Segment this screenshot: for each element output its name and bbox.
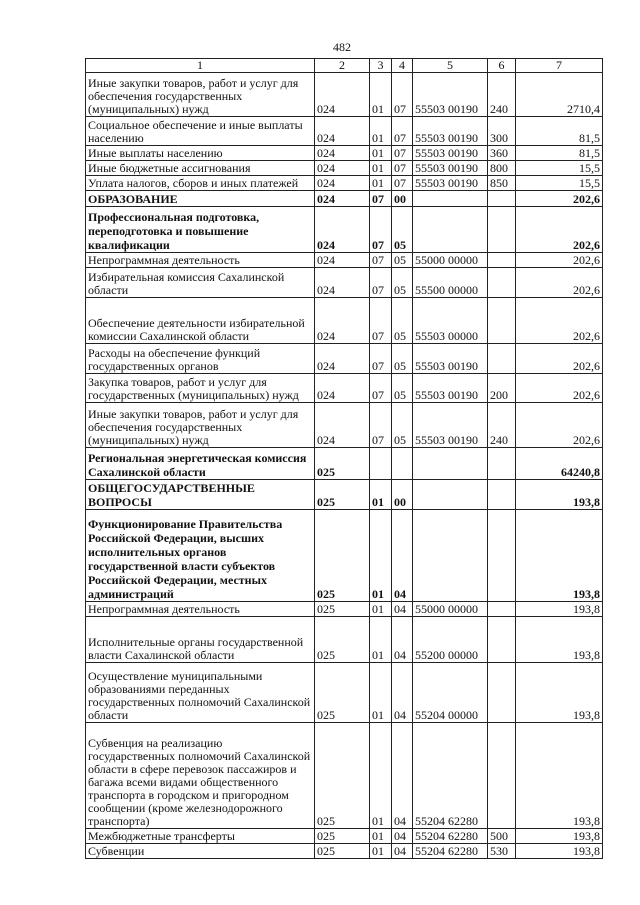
- row-name-cell: ОБРАЗОВАНИЕ: [86, 191, 315, 207]
- table-row: [86, 268, 603, 298]
- amount-cell: 2710,4: [516, 73, 603, 117]
- table-row: [86, 344, 603, 374]
- target-article-cell: 55503 00190: [413, 403, 488, 448]
- expense-type-cell: 850: [488, 176, 516, 191]
- target-article-cell: 55503 00190: [413, 73, 488, 117]
- table-row: [86, 448, 603, 480]
- section-cell: 07: [370, 207, 392, 253]
- section-cell: 01: [370, 117, 392, 146]
- expense-type-cell: [488, 663, 516, 723]
- ministry-code-cell: 024: [315, 146, 370, 161]
- subsection-cell: 04: [392, 829, 413, 844]
- section-cell: 07: [370, 374, 392, 403]
- target-article-cell: [413, 207, 488, 253]
- row-name-cell: Закупка товаров, работ и услуг для государственных (муниципальных) нужд: [86, 374, 315, 403]
- section-cell: 01: [370, 723, 392, 829]
- section-cell: 01: [370, 602, 392, 617]
- header-cell: 2: [315, 59, 370, 73]
- expense-type-cell: 800: [488, 161, 516, 176]
- subsection-cell: 04: [392, 617, 413, 663]
- ministry-code-cell: 024: [315, 298, 370, 344]
- amount-cell: 193,8: [516, 617, 603, 663]
- row-name-cell: Региональная энергетическая комиссия Сахалинской области: [86, 448, 315, 480]
- row-name-cell: Социальное обеспечение и иные выплаты населению: [86, 117, 315, 146]
- subsection-cell: 05: [392, 298, 413, 344]
- target-article-cell: 55503 00190: [413, 374, 488, 403]
- amount-cell: 193,8: [516, 602, 603, 617]
- table-row: [86, 510, 603, 602]
- amount-cell: 202,6: [516, 403, 603, 448]
- ministry-code-cell: 025: [315, 663, 370, 723]
- ministry-code-cell: 024: [315, 374, 370, 403]
- ministry-code-cell: 025: [315, 829, 370, 844]
- expense-type-cell: [488, 723, 516, 829]
- section-cell: 01: [370, 480, 392, 510]
- section-cell: 07: [370, 403, 392, 448]
- subsection-cell: 05: [392, 207, 413, 253]
- subsection-cell: [392, 448, 413, 480]
- subsection-cell: 05: [392, 268, 413, 298]
- table-row: [86, 191, 603, 207]
- header-cell: 5: [413, 59, 488, 73]
- row-name-cell: Непрограммная деятельность: [86, 602, 315, 617]
- ministry-code-cell: 025: [315, 617, 370, 663]
- expense-type-cell: [488, 298, 516, 344]
- table-row: [86, 117, 603, 146]
- table-row: [86, 480, 603, 510]
- subsection-cell: 00: [392, 191, 413, 207]
- subsection-cell: 05: [392, 253, 413, 268]
- subsection-cell: 04: [392, 663, 413, 723]
- expense-type-cell: [488, 191, 516, 207]
- ministry-code-cell: 025: [315, 723, 370, 829]
- expense-type-cell: [488, 253, 516, 268]
- ministry-code-cell: 024: [315, 268, 370, 298]
- subsection-cell: 07: [392, 146, 413, 161]
- header-cell: 3: [370, 59, 392, 73]
- target-article-cell: 55503 00000: [413, 298, 488, 344]
- target-article-cell: 55000 00000: [413, 253, 488, 268]
- amount-cell: 15,5: [516, 176, 603, 191]
- expense-type-cell: [488, 617, 516, 663]
- subsection-cell: 05: [392, 403, 413, 448]
- subsection-cell: 07: [392, 161, 413, 176]
- row-name-cell: Непрограммная деятельность: [86, 253, 315, 268]
- row-name-cell: Субвенции: [86, 844, 315, 859]
- header-cell: 1: [86, 59, 315, 73]
- amount-cell: 202,6: [516, 268, 603, 298]
- amount-cell: 193,8: [516, 663, 603, 723]
- subsection-cell: 07: [392, 117, 413, 146]
- header-cell: 7: [516, 59, 603, 73]
- subsection-cell: 04: [392, 723, 413, 829]
- row-name-cell: Осуществление муниципальными образованиями переданных государственных полномочий Сахалинской области: [86, 663, 315, 723]
- target-article-cell: 55503 00190: [413, 344, 488, 374]
- expense-type-cell: 500: [488, 829, 516, 844]
- ministry-code-cell: 024: [315, 207, 370, 253]
- table-row: [86, 829, 603, 844]
- section-cell: 01: [370, 844, 392, 859]
- section-cell: 07: [370, 253, 392, 268]
- row-name-cell: Функционирование Правительства Российской Федерации, высших исполнительных органов государственной власти субъектов Российской Федерации, местных администраций: [86, 510, 315, 602]
- section-cell: 07: [370, 298, 392, 344]
- amount-cell: 193,8: [516, 480, 603, 510]
- target-article-cell: 55200 00000: [413, 617, 488, 663]
- target-article-cell: 55000 00000: [413, 602, 488, 617]
- row-name-cell: Обеспечение деятельности избирательной комиссии Сахалинской области: [86, 298, 315, 344]
- section-cell: 01: [370, 176, 392, 191]
- table-row: [86, 617, 603, 663]
- section-cell: 07: [370, 268, 392, 298]
- expense-type-cell: 300: [488, 117, 516, 146]
- table-row: [86, 403, 603, 448]
- table-row: [86, 176, 603, 191]
- ministry-code-cell: 024: [315, 253, 370, 268]
- target-article-cell: 55204 62280: [413, 844, 488, 859]
- table-row: [86, 146, 603, 161]
- expense-type-cell: [488, 207, 516, 253]
- amount-cell: 193,8: [516, 844, 603, 859]
- target-article-cell: 55503 00190: [413, 146, 488, 161]
- ministry-code-cell: 025: [315, 448, 370, 480]
- row-name-cell: Межбюджетные трансферты: [86, 829, 315, 844]
- table-row: [86, 723, 603, 829]
- ministry-code-cell: 024: [315, 73, 370, 117]
- section-cell: 01: [370, 161, 392, 176]
- section-cell: 01: [370, 663, 392, 723]
- row-name-cell: Профессиональная подготовка, переподготовка и повышение квалификации: [86, 207, 315, 253]
- row-name-cell: Иные закупки товаров, работ и услуг для обеспечения государственных (муниципальных) нужд: [86, 403, 315, 448]
- page-number: 482: [333, 40, 351, 54]
- table-row: [86, 161, 603, 176]
- expense-type-cell: [488, 448, 516, 480]
- target-article-cell: 55500 00000: [413, 268, 488, 298]
- section-cell: 07: [370, 344, 392, 374]
- row-name-cell: Иные выплаты населению: [86, 146, 315, 161]
- ministry-code-cell: 024: [315, 117, 370, 146]
- expense-type-cell: 530: [488, 844, 516, 859]
- target-article-cell: 55503 00190: [413, 176, 488, 191]
- target-article-cell: 55204 62280: [413, 723, 488, 829]
- target-article-cell: [413, 191, 488, 207]
- table-row: [86, 298, 603, 344]
- target-article-cell: [413, 480, 488, 510]
- ministry-code-cell: 024: [315, 176, 370, 191]
- amount-cell: 193,8: [516, 829, 603, 844]
- table-row: [86, 844, 603, 859]
- ministry-code-cell: 025: [315, 602, 370, 617]
- row-name-cell: Избирательная комиссия Сахалинской области: [86, 268, 315, 298]
- table-row: [86, 253, 603, 268]
- section-cell: 01: [370, 829, 392, 844]
- amount-cell: 202,6: [516, 207, 603, 253]
- table-row: [86, 374, 603, 403]
- expense-type-cell: [488, 510, 516, 602]
- expense-type-cell: [488, 268, 516, 298]
- target-article-cell: [413, 510, 488, 602]
- ministry-code-cell: 024: [315, 344, 370, 374]
- amount-cell: 202,6: [516, 253, 603, 268]
- target-article-cell: 55204 00000: [413, 663, 488, 723]
- expense-type-cell: 360: [488, 146, 516, 161]
- amount-cell: 202,6: [516, 298, 603, 344]
- ministry-code-cell: 025: [315, 480, 370, 510]
- subsection-cell: 04: [392, 602, 413, 617]
- expense-type-cell: 200: [488, 374, 516, 403]
- target-article-cell: [413, 448, 488, 480]
- target-article-cell: 55503 00190: [413, 161, 488, 176]
- subsection-cell: 00: [392, 480, 413, 510]
- amount-cell: 15,5: [516, 161, 603, 176]
- row-name-cell: Уплата налогов, сборов и иных платежей: [86, 176, 315, 191]
- subsection-cell: 04: [392, 844, 413, 859]
- section-cell: 07: [370, 191, 392, 207]
- budget-table: [85, 58, 603, 859]
- row-name-cell: Исполнительные органы государственной власти Сахалинской области: [86, 617, 315, 663]
- amount-cell: 202,6: [516, 374, 603, 403]
- section-cell: 01: [370, 146, 392, 161]
- amount-cell: 81,5: [516, 117, 603, 146]
- row-name-cell: Расходы на обеспечение функций государственных органов: [86, 344, 315, 374]
- expense-type-cell: 240: [488, 403, 516, 448]
- amount-cell: 202,6: [516, 344, 603, 374]
- expense-type-cell: [488, 344, 516, 374]
- header-row: [86, 59, 603, 73]
- section-cell: 01: [370, 617, 392, 663]
- expense-type-cell: 240: [488, 73, 516, 117]
- ministry-code-cell: 024: [315, 161, 370, 176]
- subsection-cell: 04: [392, 510, 413, 602]
- section-cell: 01: [370, 510, 392, 602]
- header-cell: 6: [488, 59, 516, 73]
- target-article-cell: 55503 00190: [413, 117, 488, 146]
- amount-cell: 64240,8: [516, 448, 603, 480]
- amount-cell: 193,8: [516, 723, 603, 829]
- amount-cell: 81,5: [516, 146, 603, 161]
- section-cell: [370, 448, 392, 480]
- table-row: [86, 602, 603, 617]
- row-name-cell: Иные бюджетные ассигнования: [86, 161, 315, 176]
- subsection-cell: 05: [392, 344, 413, 374]
- subsection-cell: 05: [392, 374, 413, 403]
- subsection-cell: 07: [392, 73, 413, 117]
- table-row: [86, 663, 603, 723]
- row-name-cell: ОБЩЕГОСУДАРСТВЕННЫЕ ВОПРОСЫ: [86, 480, 315, 510]
- ministry-code-cell: 025: [315, 844, 370, 859]
- amount-cell: 202,6: [516, 191, 603, 207]
- amount-cell: 193,8: [516, 510, 603, 602]
- subsection-cell: 07: [392, 176, 413, 191]
- table-row: [86, 207, 603, 253]
- section-cell: 01: [370, 73, 392, 117]
- target-article-cell: 55204 62280: [413, 829, 488, 844]
- ministry-code-cell: 025: [315, 510, 370, 602]
- row-name-cell: Иные закупки товаров, работ и услуг для обеспечения государственных (муниципальных) нужд: [86, 73, 315, 117]
- table-row: [86, 73, 603, 117]
- ministry-code-cell: 024: [315, 403, 370, 448]
- row-name-cell: Субвенция на реализацию государственных полномочий Сахалинской области в сфере перевозок пассажиров и багажа всеми видами общественного транспорта в городском и пригородном сообщении (кроме железнодорожного транспорта): [86, 723, 315, 829]
- expense-type-cell: [488, 480, 516, 510]
- header-cell: 4: [392, 59, 413, 73]
- expense-type-cell: [488, 602, 516, 617]
- ministry-code-cell: 024: [315, 191, 370, 207]
